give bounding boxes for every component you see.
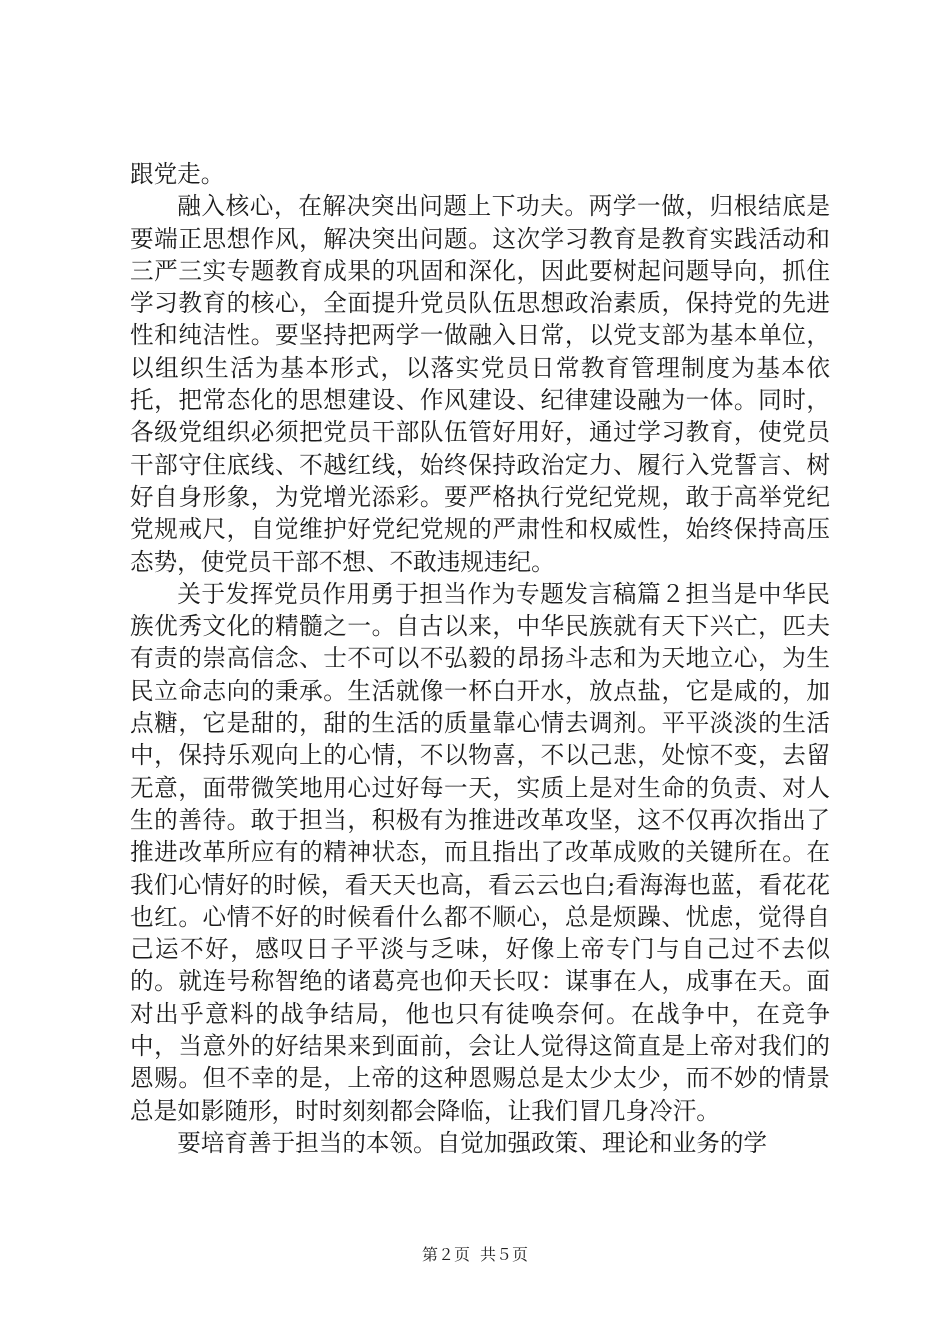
paragraph-continuation: 跟党走。 — [130, 160, 225, 188]
paragraph-core-issues: 融入核心，在解决突出问题上下功夫。两学一做，归根结底是要端正思想作风，解决突出问题。这次学习教育是教育实践活动和三严三实专题教育成果的巩固和深化，因此要树起问题导向，抓住学习教育的核心，全面提升党员队伍思想政治素质，保持党的先进性和纯洁性。要坚持把两学一做融入日常，以党支部为基本单位，以组织生活为基本形式，以落实党员日常教育管理制度为基本依托，把常态化的思想建设、作风建设、纪律建设融为一体。同时，各级党组织必须把党员干部队伍管好用好，通过学习教育，使党员干部守住底线、不越红线，始终保持政治定力、履行入党誓言、树好自身形象，为党增光添彩。要严格执行党纪党规，敢于高举党纪党规戒尺，自觉维护好党纪党规的严肃性和权威性，始终保持高压态势，使党员干部不想、不敢违规违纪。 — [130, 192, 830, 576]
paragraph-responsibility: 关于发挥党员作用勇于担当作为专题发言稿篇２担当是中华民族优秀文化的精髓之一。自古以来，中华民族就有天下兴亡，匹夫有责的崇高信念、士不可以不弘毅的昂扬斗志和为天地立心，为生民立命志向的秉承。生活就像一杯白开水，放点盐，它是咸的，加点糖，它是甜的，甜的生活的质量靠心情去调剂。平平淡淡的生活中，保持乐观向上的心情，不以物喜，不以己悲，处惊不变，去留无意，面带微笑地用心过好每一天，实质上是对生命的负责、对人生的善待。敢于担当，积极有为推进改革攻坚，这不仅再次指出了推进改革所应有的精神状态，而且指出了改革成败的关键所在。在我们心情好的时候，看天天也高，看云云也白;看海海也蓝，看花花也红。心情不好的时候看什么都不顺心，总是烦躁、忧虑，觉得自己运不好，感叹日子平淡与乏味，好像上帝专门与自己过不去似的。就连号称智绝的诸葛亮也仰天长叹：谋事在人，成事在天。面对出乎意料的战争结局，他也只有徒唤奈何。在战争中，在竞争中，当意外的好结果来到面前，会让人觉得这简直是上帝对我们的恩赐。但不幸的是，上帝的这种恩赐总是太少太少，而不妙的情景总是如影随形，时时刻刻都会降临，让我们冒几身冷汗。 — [130, 579, 830, 1125]
page-number: 第２页 — [421, 1245, 470, 1264]
page-total: 共５页 — [480, 1245, 529, 1264]
document-body — [130, 158, 830, 1159]
paragraph-ability: 要培育善于担当的本领。自觉加强政策、理论和业务的学 — [177, 1128, 768, 1157]
page-footer — [0, 1245, 950, 1265]
